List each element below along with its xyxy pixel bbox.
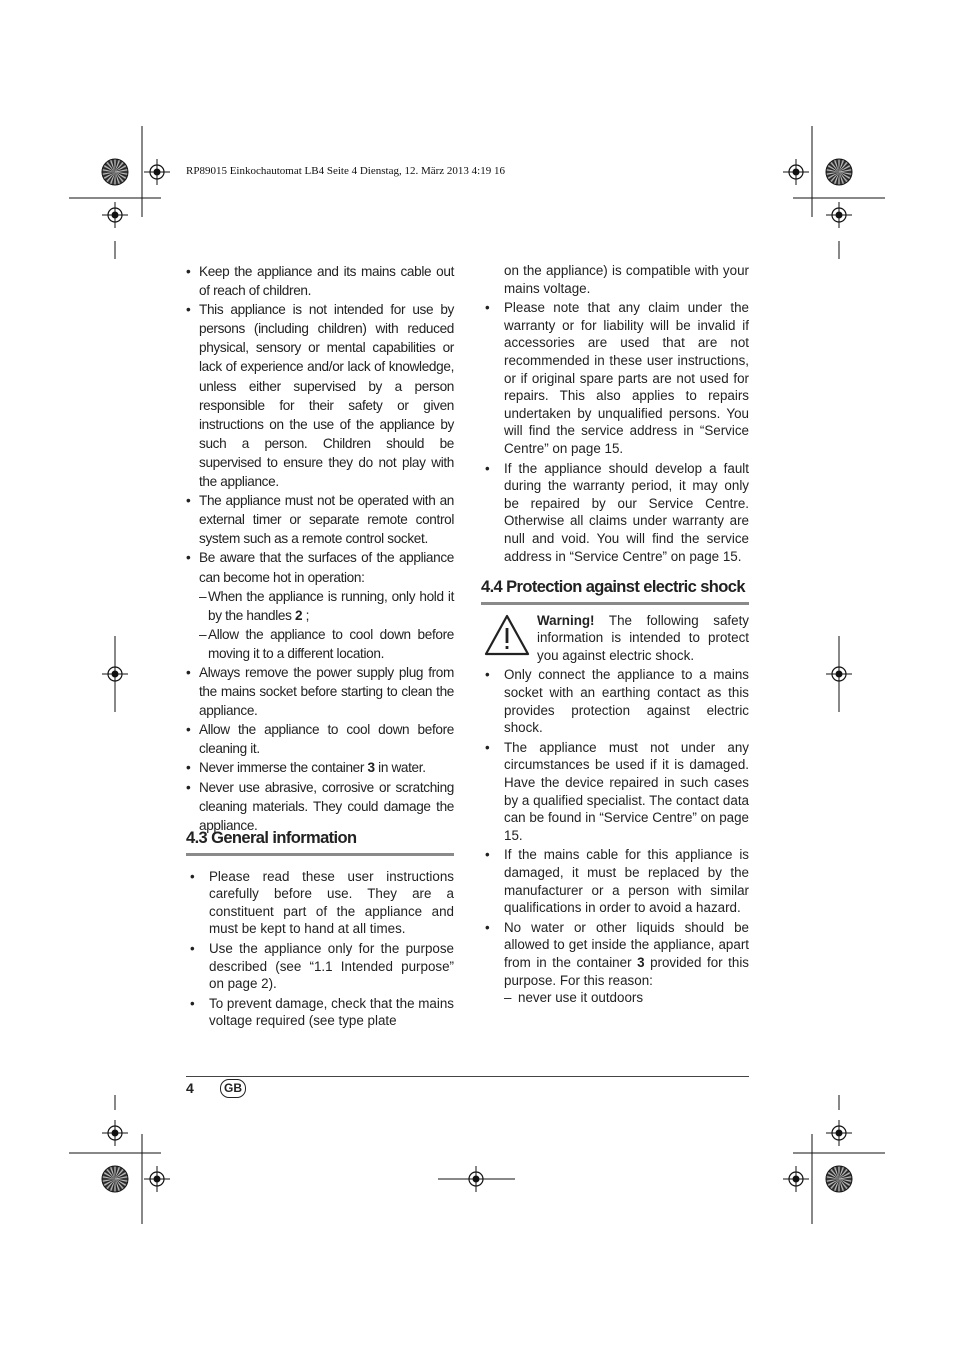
list-item: • Never use abrasive, corrosive or scratching cleaning materials. They could damage the appliance. — [186, 779, 454, 833]
left-column — [186, 262, 454, 835]
star-target-mark — [826, 1166, 852, 1192]
star-target-mark — [826, 159, 852, 185]
crosshair-mark — [102, 202, 128, 228]
print-info-header: RP89015 Einkochautomat LB4 Seite 4 Dienstag, 12. März 2013 4:19 16 — [186, 165, 505, 177]
list-item: • The appliance must not under any circumstances be used if it is damaged. Have the device repaired in such cases by a qualified specialist. The contact data can be found in “Service Centre” on page 15. — [485, 739, 749, 843]
continued-text: on the appliance) is compatible with your mains voltage. — [504, 263, 749, 296]
crosshair-mark — [144, 1166, 170, 1192]
crosshair-mark — [144, 159, 170, 185]
page-number: 4 — [186, 1080, 194, 1096]
part-ref: 3 — [637, 954, 645, 970]
warning-text: The following safety information is intended to protect you against electric shock. — [537, 612, 749, 663]
heading-rule — [186, 853, 454, 856]
warning-box — [481, 612, 749, 665]
sub-list-item: – never use it outdoors — [504, 990, 644, 1006]
list-item: • Never immerse the container 3 in water. — [186, 760, 426, 776]
list-item: • Use the appliance only for the purpose described (see “1.1 Intended purpose” on page 2). — [190, 940, 454, 992]
list-item: • Only connect the appliance to a mains socket with an earthing contact as this provides protection against electric shock. — [485, 667, 749, 736]
list-item: • If the mains cable for this appliance is damaged, it must be replaced by the manufacturer or a person with similar qualifications in order to avoid a hazard. — [485, 847, 749, 916]
right-column — [481, 262, 749, 1007]
part-ref: 3 — [367, 760, 375, 776]
heading-rule — [481, 602, 749, 605]
list-item: • The appliance must not be operated with an external timer or separate remote control system such as a remote control socket. — [186, 493, 454, 547]
crosshair-mark — [826, 202, 852, 228]
list-item: • Be aware that the surfaces of the appliance can become hot in operation: — [186, 550, 454, 585]
list-item: • To prevent damage, check that the mains voltage required (see type plate — [190, 995, 454, 1029]
part-ref: 2 — [294, 607, 303, 623]
crosshair-mark — [826, 1120, 852, 1146]
section-general-information — [186, 830, 454, 1030]
list-item: • Please read these user instructions carefully before use. They are a constituent part of the appliance and must be kept to hand at all times. — [190, 868, 454, 937]
crosshair-mark — [783, 159, 809, 185]
warning-label: Warning! — [537, 612, 595, 628]
sub-list-item: – Allow the appliance to cool down before moving it to a different location. — [199, 626, 454, 661]
section-heading: 4.3 General information — [186, 829, 357, 847]
language-badge: GB — [220, 1079, 246, 1098]
footer-rule — [186, 1076, 749, 1077]
list-item: • This appliance is not intended for use by persons (including children) with reduced physical, sensory or mental capabilities or lack of experience and/or lack of knowledge, unless either supervised by a person responsible for their safety or given instructions on the use of the appliance by such a person. Children should be supervised to ensure they do not play with the appliance. — [186, 302, 454, 490]
section-heading: 4.4 Protection against electric shock — [481, 578, 745, 597]
star-target-mark — [102, 1166, 128, 1192]
star-target-mark — [102, 159, 128, 185]
warning-icon — [484, 614, 530, 656]
list-item: • No water or other liquids should be allowed to get inside the appliance, apart from in the container 3 provided for this purpose. For this reason: — [485, 919, 749, 988]
crosshair-mark — [783, 1166, 809, 1192]
list-item: • Allow the appliance to cool down before cleaning it. — [186, 722, 454, 757]
list-item: • Keep the appliance and its mains cable out of reach of children. — [186, 264, 454, 299]
list-item: • Always remove the power supply plug from the mains socket before starting to clean the appliance. — [186, 664, 454, 719]
list-item: • Please note that any claim under the warranty or for liability will be invalid if accessories are used that are not recommended in these user instructions, or if original spare parts are not used for repairs. This also applies to repairs undertaken by unqualified persons. You will find the service address in “Service Centre” on page 15. — [485, 300, 749, 456]
crosshair-mark — [102, 1120, 128, 1146]
list-item: • If the appliance should develop a fault during the warranty period, it may only be repaired by our Service Centre. Otherwise all claims under warranty are null and void. You will find the service address in “Service Centre” on page 15. — [485, 460, 749, 564]
sub-list-item: – When the appliance is running, only hold it by the handles 2 ; — [199, 588, 454, 623]
